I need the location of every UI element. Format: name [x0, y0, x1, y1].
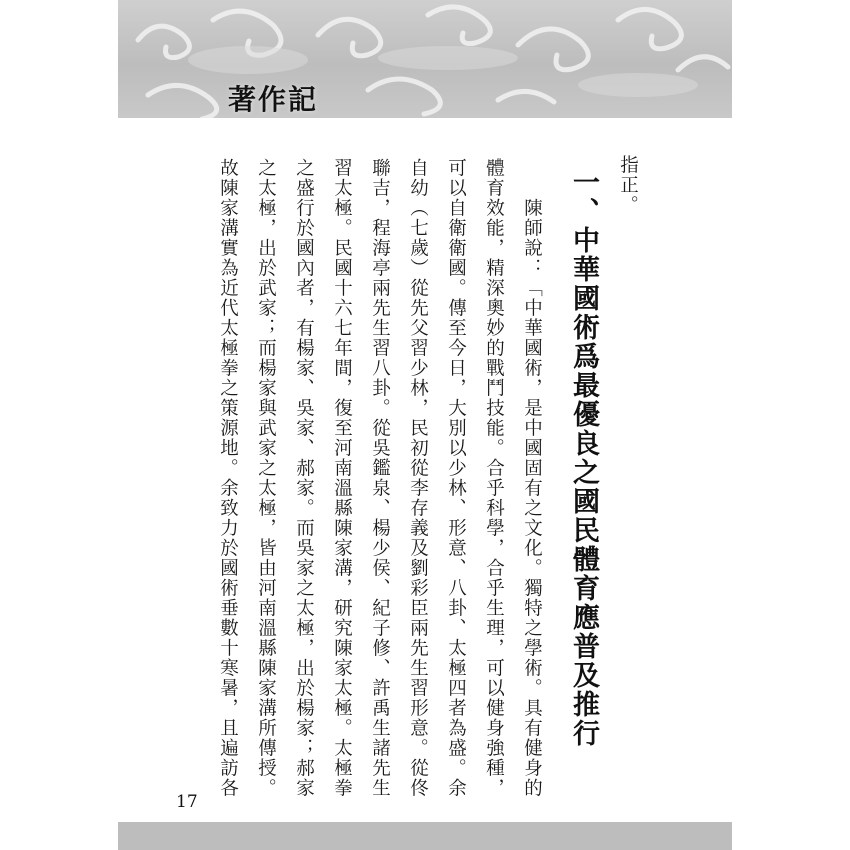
text-line: 之盛行於國內者，有楊家、吳家、郝家。而吳家之太極，出於楊家；郝家 [293, 158, 315, 798]
footer-bar [118, 822, 732, 850]
text-line: 體育效能，精深奧妙的戰鬥技能。合乎科學，合乎生理，可以健身強種， [483, 158, 505, 798]
chapter-title: 著作記 [228, 83, 319, 116]
section-heading: 一、中華國術爲最優良之國民體育應普及推行 [568, 168, 599, 748]
text-line: 習太極。民國十六七年間，復至河南溫縣陳家溝，研究陳家太極。太極拳 [331, 158, 353, 798]
header-banner [118, 0, 732, 118]
cloud-pattern-icon [118, 0, 732, 118]
text-line: 聯吉，程海亭兩先生習八卦。從吳鑑泉、楊少侯、紀子修、許禹生諸先生 [369, 158, 391, 798]
text-line-prev: 指正。 [617, 155, 639, 215]
text-line: 陳師說：「中華國術，是中國固有之文化。獨特之學術。具有健身的 [521, 198, 543, 798]
text-line: 之太極，出於武家；而楊家與武家之太極，皆由河南溫縣陳家溝所傳授。 [255, 158, 277, 798]
text-line: 可以自衛衛國。傳至今日，大別以少林、形意、八卦、太極四者為盛。余 [445, 158, 467, 798]
book-page [118, 0, 732, 850]
text-line: 自幼（七歲）從先父習少林，民初從李存義及劉彩臣兩先生習形意。從佟 [407, 158, 429, 798]
page-number: 17 [176, 792, 198, 812]
text-line: 故陳家溝實為近代太極拳之策源地。余致力於國術垂數十寒暑，且遍訪各 [217, 158, 239, 798]
